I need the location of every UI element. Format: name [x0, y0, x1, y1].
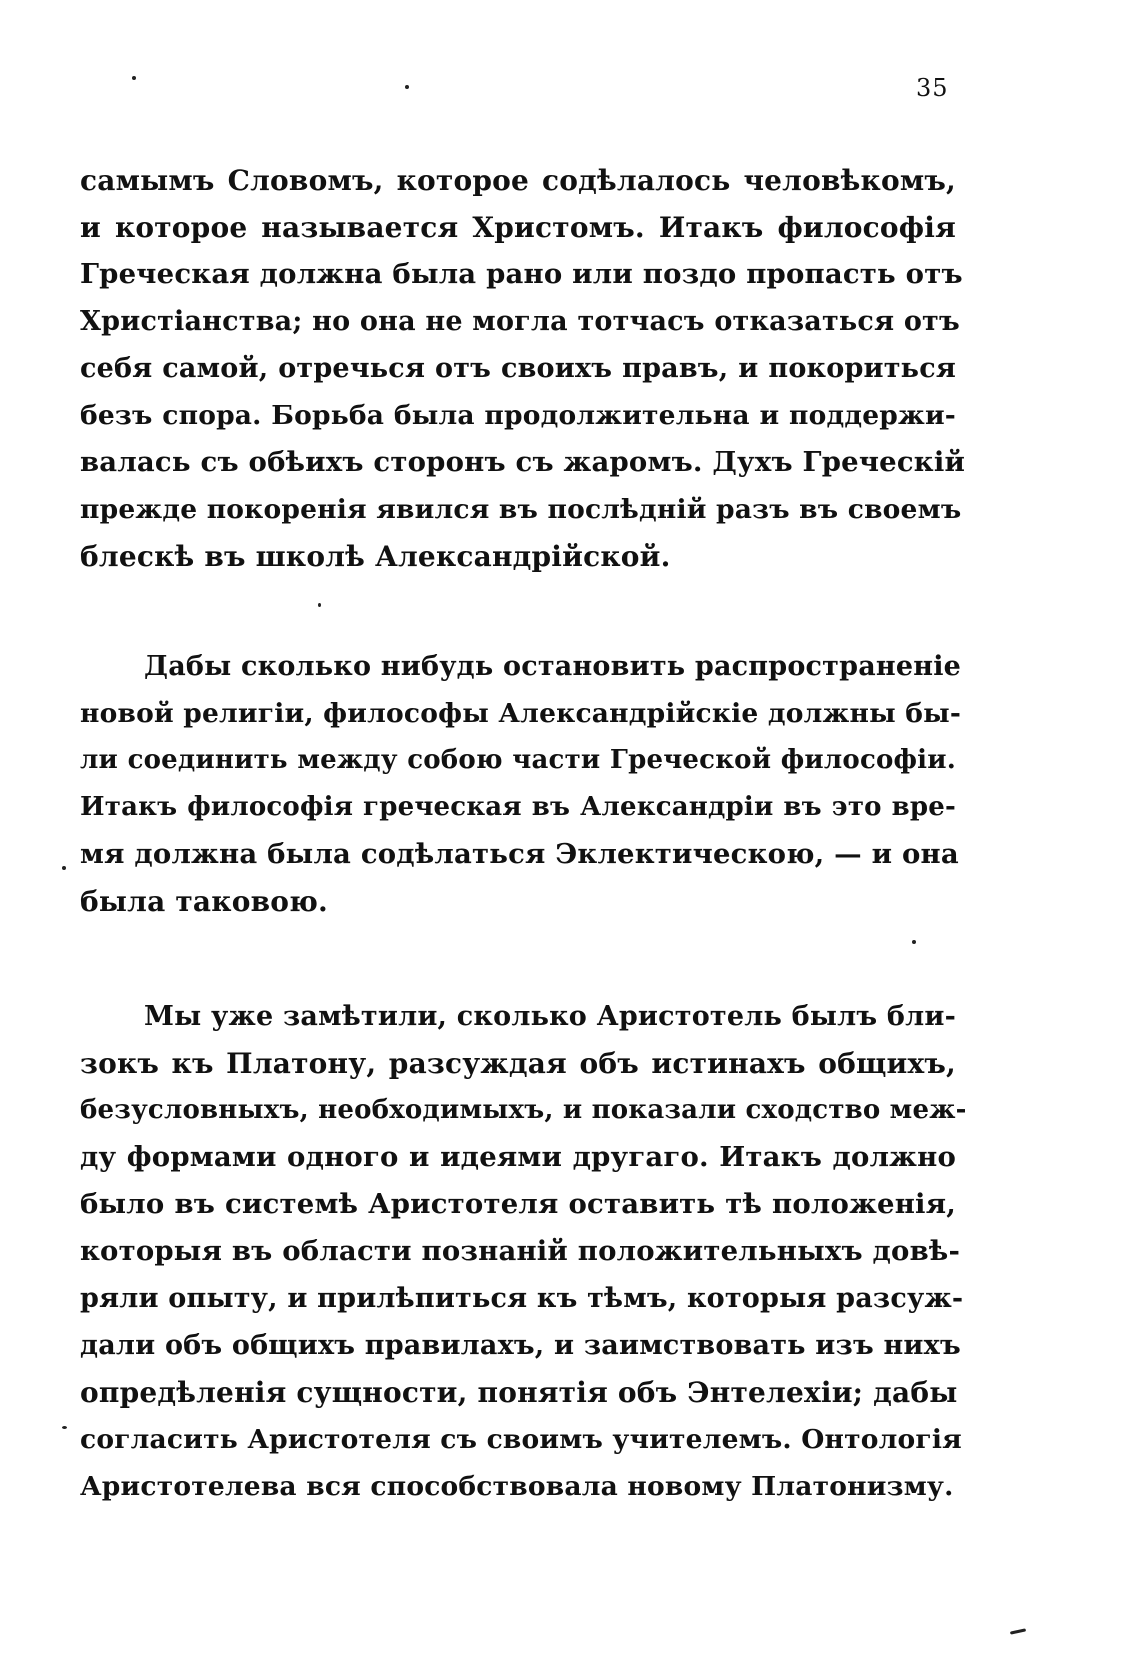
scan-speck — [62, 1426, 67, 1429]
text-line: ли соединить между собою части Греческой философіи. — [80, 745, 956, 775]
scan-speck — [1010, 1628, 1026, 1634]
text-line: Итакъ философія греческая въ Александріи въ это вре- — [80, 792, 956, 822]
text-line: была таковою. — [80, 885, 328, 918]
scan-speck — [62, 866, 66, 870]
page-number: 35 — [916, 74, 949, 102]
text-line: Дабы сколько нибудь остановить распространеніе — [144, 651, 962, 682]
text-line: согласить Аристотеля съ своимъ учителемъ. Онтологія — [80, 1424, 962, 1455]
text-line: ду формами одного и идеями другаго. Итакъ должно — [80, 1141, 956, 1173]
text-line: новой религіи, философы Александрійскіе должны бы- — [80, 698, 962, 729]
text-line: Аристотелева вся способствовала новому Платонизму. — [80, 1471, 954, 1502]
scan-speck — [318, 603, 321, 607]
text-line: мя должна была содѣлаться Эклектическою, — и она — [80, 838, 959, 870]
scan-speck — [912, 940, 916, 944]
text-line: дали объ общихъ правилахъ, и заимствовать изъ нихъ — [80, 1330, 961, 1361]
text-line: безъ спора. Борьба была продолжительна и поддержи- — [80, 400, 956, 431]
text-line: валась съ обѣихъ сторонъ съ жаромъ. Духъ Греческій — [80, 446, 966, 478]
text-line: Христіанства; но она не могла тотчасъ отказаться отъ — [80, 306, 960, 337]
text-line: себя самой, отречься отъ своихъ правъ, и покориться — [80, 353, 956, 384]
scan-speck — [405, 85, 409, 89]
text-line: было въ системѣ Аристотеля оставить тѣ положенія, — [80, 1188, 956, 1220]
paragraph-3 — [80, 993, 967, 1510]
text-line: ряли опыту, и прилѣпиться къ тѣмъ, которыя разсуж- — [80, 1283, 964, 1314]
text-line: самымъ Словомъ, которое содѣлалось человѣкомъ, — [80, 164, 956, 197]
text-line: прежде покоренія явился въ послѣдній разъ въ своемъ — [80, 494, 962, 525]
text-line: и которое называется Христомъ. Итакъ философія — [80, 211, 956, 244]
scan-speck — [132, 76, 136, 80]
text-line: блескѣ въ школѣ Александрійской. — [80, 540, 671, 573]
text-line: безусловныхъ, необходимыхъ, и показали сходство меж- — [80, 1095, 967, 1125]
text-line: которыя въ области познаній положительныхъ довѣ- — [80, 1235, 961, 1267]
text-line: Мы уже замѣтили, сколько Аристотель былъ бли- — [144, 1001, 956, 1032]
text-line: Греческая должна была рано или поздо пропасть отъ — [80, 258, 963, 290]
paragraph-2 — [80, 643, 962, 925]
text-line: зокъ къ Платону, разсуждая объ истинахъ общихъ, — [80, 1047, 956, 1080]
paragraph-1 — [80, 157, 966, 580]
text-line: опредѣленія сущности, понятія объ Энтелехіи; дабы — [80, 1376, 958, 1409]
